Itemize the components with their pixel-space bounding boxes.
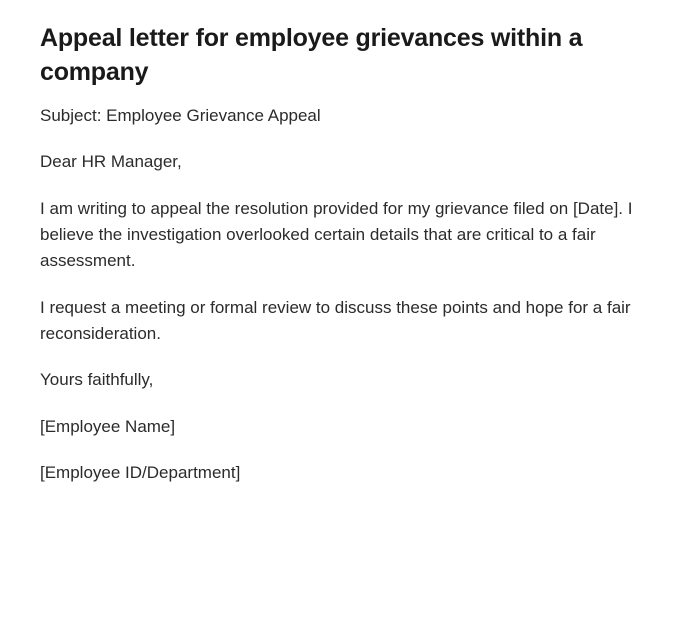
letter-closing: Yours faithfully, xyxy=(40,370,154,390)
letter-signature-name: [Employee Name] xyxy=(40,416,176,436)
page-title: Appeal letter for employee grievances within a company xyxy=(40,24,583,86)
letter-body-paragraph-2: I request a meeting or formal review to discuss these points and hope for a fair reconsideration. xyxy=(40,297,631,344)
letter-subject-line: Subject: Employee Grievance Appeal xyxy=(40,106,321,125)
letter-signature-department: [Employee ID/Department] xyxy=(40,463,241,483)
letter-body-paragraph-1: I am writing to appeal the resolution provided for my grievance filed on [Date]. I believe the investigation overlooked certain details that are critical to a fair assessment. xyxy=(40,198,633,271)
letter-salutation: Dear HR Manager, xyxy=(40,152,182,172)
